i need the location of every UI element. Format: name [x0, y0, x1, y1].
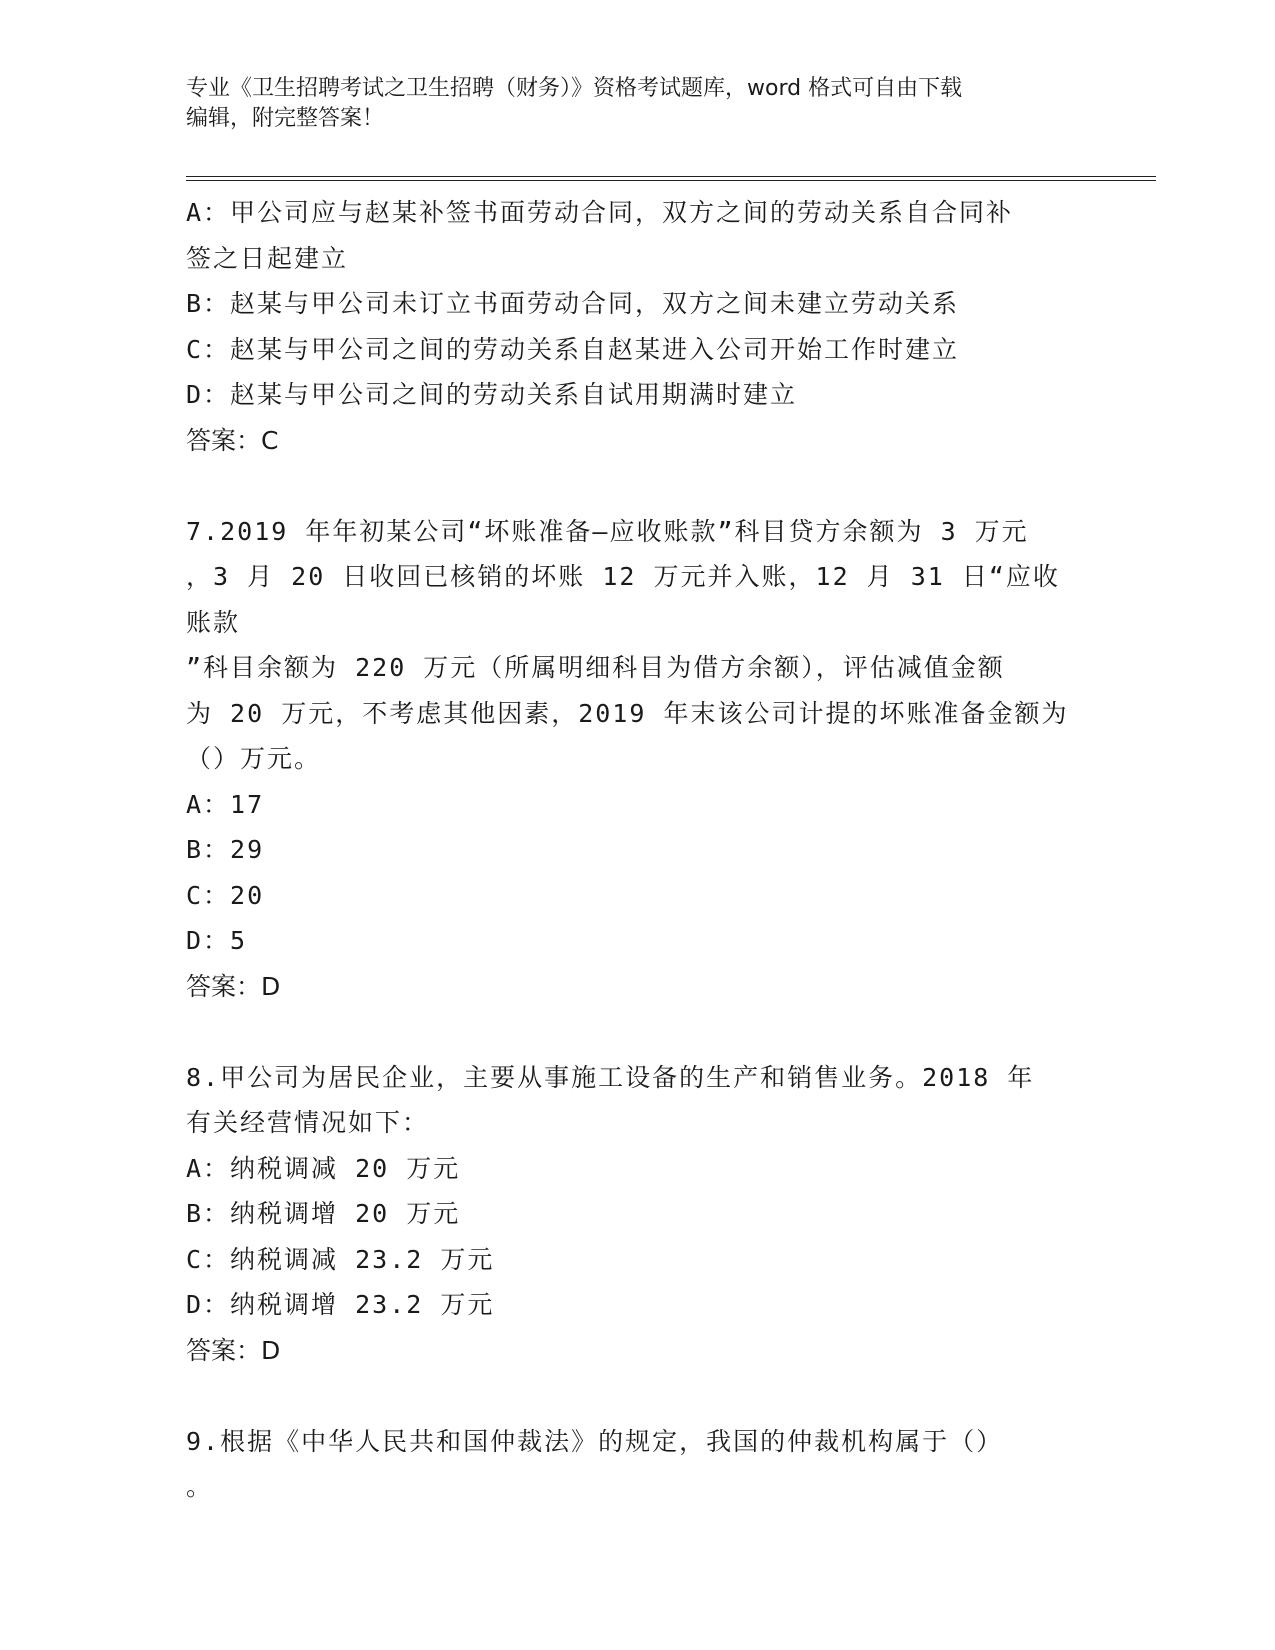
question-6 — [186, 190, 1086, 463]
q8-option-c: C：纳税调减 23.2 万元 — [186, 1244, 495, 1274]
q8-stem-line2: 有关经营情况如下： — [186, 1108, 430, 1137]
question-8 — [186, 1055, 1086, 1374]
q7-stem-line5: （）万元。 — [186, 744, 322, 773]
document-header — [186, 74, 1086, 134]
q8-option-d: D：纳税调增 23.2 万元 — [186, 1290, 495, 1319]
header-line-1: 专业《卫生招聘考试之卫生招聘（财务）》资格考试题库，word 格式可自由下载 — [186, 76, 963, 101]
question-7 — [186, 509, 1086, 1010]
q6-option-a-line1: A：甲公司应与赵某补签书面劳动合同，双方之间的劳动关系自合同补 — [186, 198, 1014, 227]
q9-stem-line1: 9.根据《中华人民共和国仲裁法》的规定，我国的仲裁机构属于（） — [186, 1426, 1004, 1456]
q7-stem-line4: 为 20 万元，不考虑其他因素，2019 年末该公司计提的坏账准备金额为 — [186, 698, 1069, 728]
q7-option-b: B：29 — [186, 835, 265, 864]
q7-stem-line3: ”科目余额为 220 万元（所属明细科目为借方余额），评估减值金额 — [186, 653, 1005, 682]
question-9 — [186, 1419, 1086, 1510]
q6-option-b: B：赵某与甲公司未订立书面劳动合同，双方之间未建立劳动关系 — [186, 289, 960, 318]
q7-stem-line1: 7.2019 年年初某公司“坏账准备—应收账款”科目贷方余额为 3 万元 — [186, 516, 1029, 546]
q6-answer: 答案：C — [186, 425, 279, 455]
question-list — [186, 190, 1086, 1510]
spacer — [186, 1373, 1086, 1419]
q9-stem-line2: 。 — [186, 1472, 214, 1501]
q7-answer: 答案：D — [186, 971, 281, 1001]
q6-option-a-line2: 签之日起建立 — [186, 243, 349, 273]
q7-option-a: A：17 — [186, 789, 265, 819]
q8-stem-line1: 8.甲公司为居民企业，主要从事施工设备的生产和销售业务。2018 年 — [186, 1062, 1035, 1092]
header-divider — [186, 176, 1156, 181]
q6-option-c: C：赵某与甲公司之间的劳动关系自赵某进入公司开始工作时建立 — [186, 334, 960, 364]
q8-option-b: B：纳税调增 20 万元 — [186, 1199, 461, 1228]
spacer — [186, 463, 1086, 509]
q8-answer: 答案：D — [186, 1335, 281, 1365]
q8-option-a: A：纳税调减 20 万元 — [186, 1153, 461, 1183]
spacer — [186, 1009, 1086, 1055]
q6-option-d: D：赵某与甲公司之间的劳动关系自试用期满时建立 — [186, 380, 798, 409]
q7-option-c: C：20 — [186, 880, 265, 910]
q7-stem-line2: ，3 月 20 日收回已核销的坏账 12 万元并入账，12 月 31 日“应收账款 — [186, 562, 1060, 637]
header-line-2: 编辑，附完整答案！ — [186, 106, 385, 131]
q7-option-d: D：5 — [186, 926, 248, 955]
